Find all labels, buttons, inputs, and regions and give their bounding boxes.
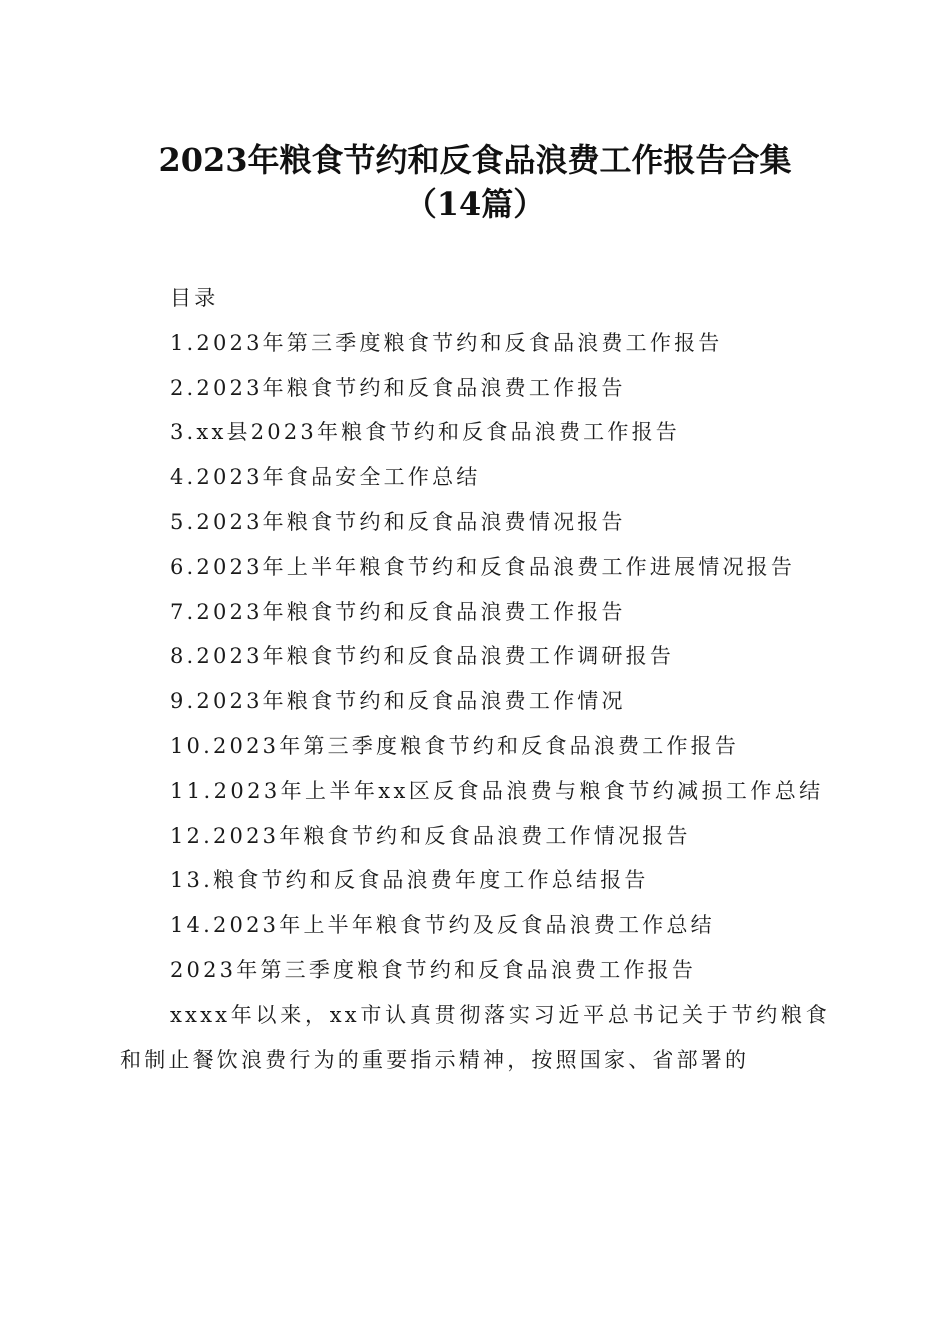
toc-item-10: 10.2023年第三季度粮食节约和反食品浪费工作报告 (170, 733, 740, 758)
toc-item-13: 13.粮食节约和反食品浪费年度工作总结报告 (170, 868, 649, 893)
toc-item-5: 5.2023年粮食节约和反食品浪费情况报告 (170, 509, 626, 534)
toc-item-8: 8.2023年粮食节约和反食品浪费工作调研报告 (170, 644, 675, 669)
toc-item-14: 14.2023年上半年粮食节约及反食品浪费工作总结 (170, 913, 715, 938)
toc-item-2: 2.2023年粮食节约和反食品浪费工作报告 (170, 375, 626, 400)
toc-item-12: 12.2023年粮食节约和反食品浪费工作情况报告 (170, 823, 691, 848)
toc-item-9: 9.2023年粮食节约和反食品浪费工作情况 (170, 689, 626, 714)
document-body (120, 276, 830, 1082)
toc-item-3: 3.xx县2023年粮食节约和反食品浪费工作报告 (170, 420, 680, 445)
toc-item-11: 11.2023年上半年xx区反食品浪费与粮食节约减损工作总结 (170, 778, 824, 803)
document-title-count: （14篇） (404, 185, 546, 223)
toc-item-1: 1.2023年第三季度粮食节约和反食品浪费工作报告 (170, 330, 723, 355)
toc-item-4: 4.2023年食品安全工作总结 (170, 465, 481, 490)
document-title: 2023年粮食节约和反食品浪费工作报告合集 (158, 141, 792, 179)
section-title: 2023年第三季度粮食节约和反食品浪费工作报告 (170, 957, 697, 982)
toc-heading: 目录 (170, 286, 219, 310)
toc-item-7: 7.2023年粮食节约和反食品浪费工作报告 (170, 599, 626, 624)
toc-item-6: 6.2023年上半年粮食节约和反食品浪费工作进展情况报告 (170, 554, 796, 579)
body-paragraph: xxxx年以来，xx市认真贯彻落实习近平总书记关于节约粮食和制止餐饮浪费行为的重要指示精神，按照国家、省部署的 (120, 1002, 830, 1072)
